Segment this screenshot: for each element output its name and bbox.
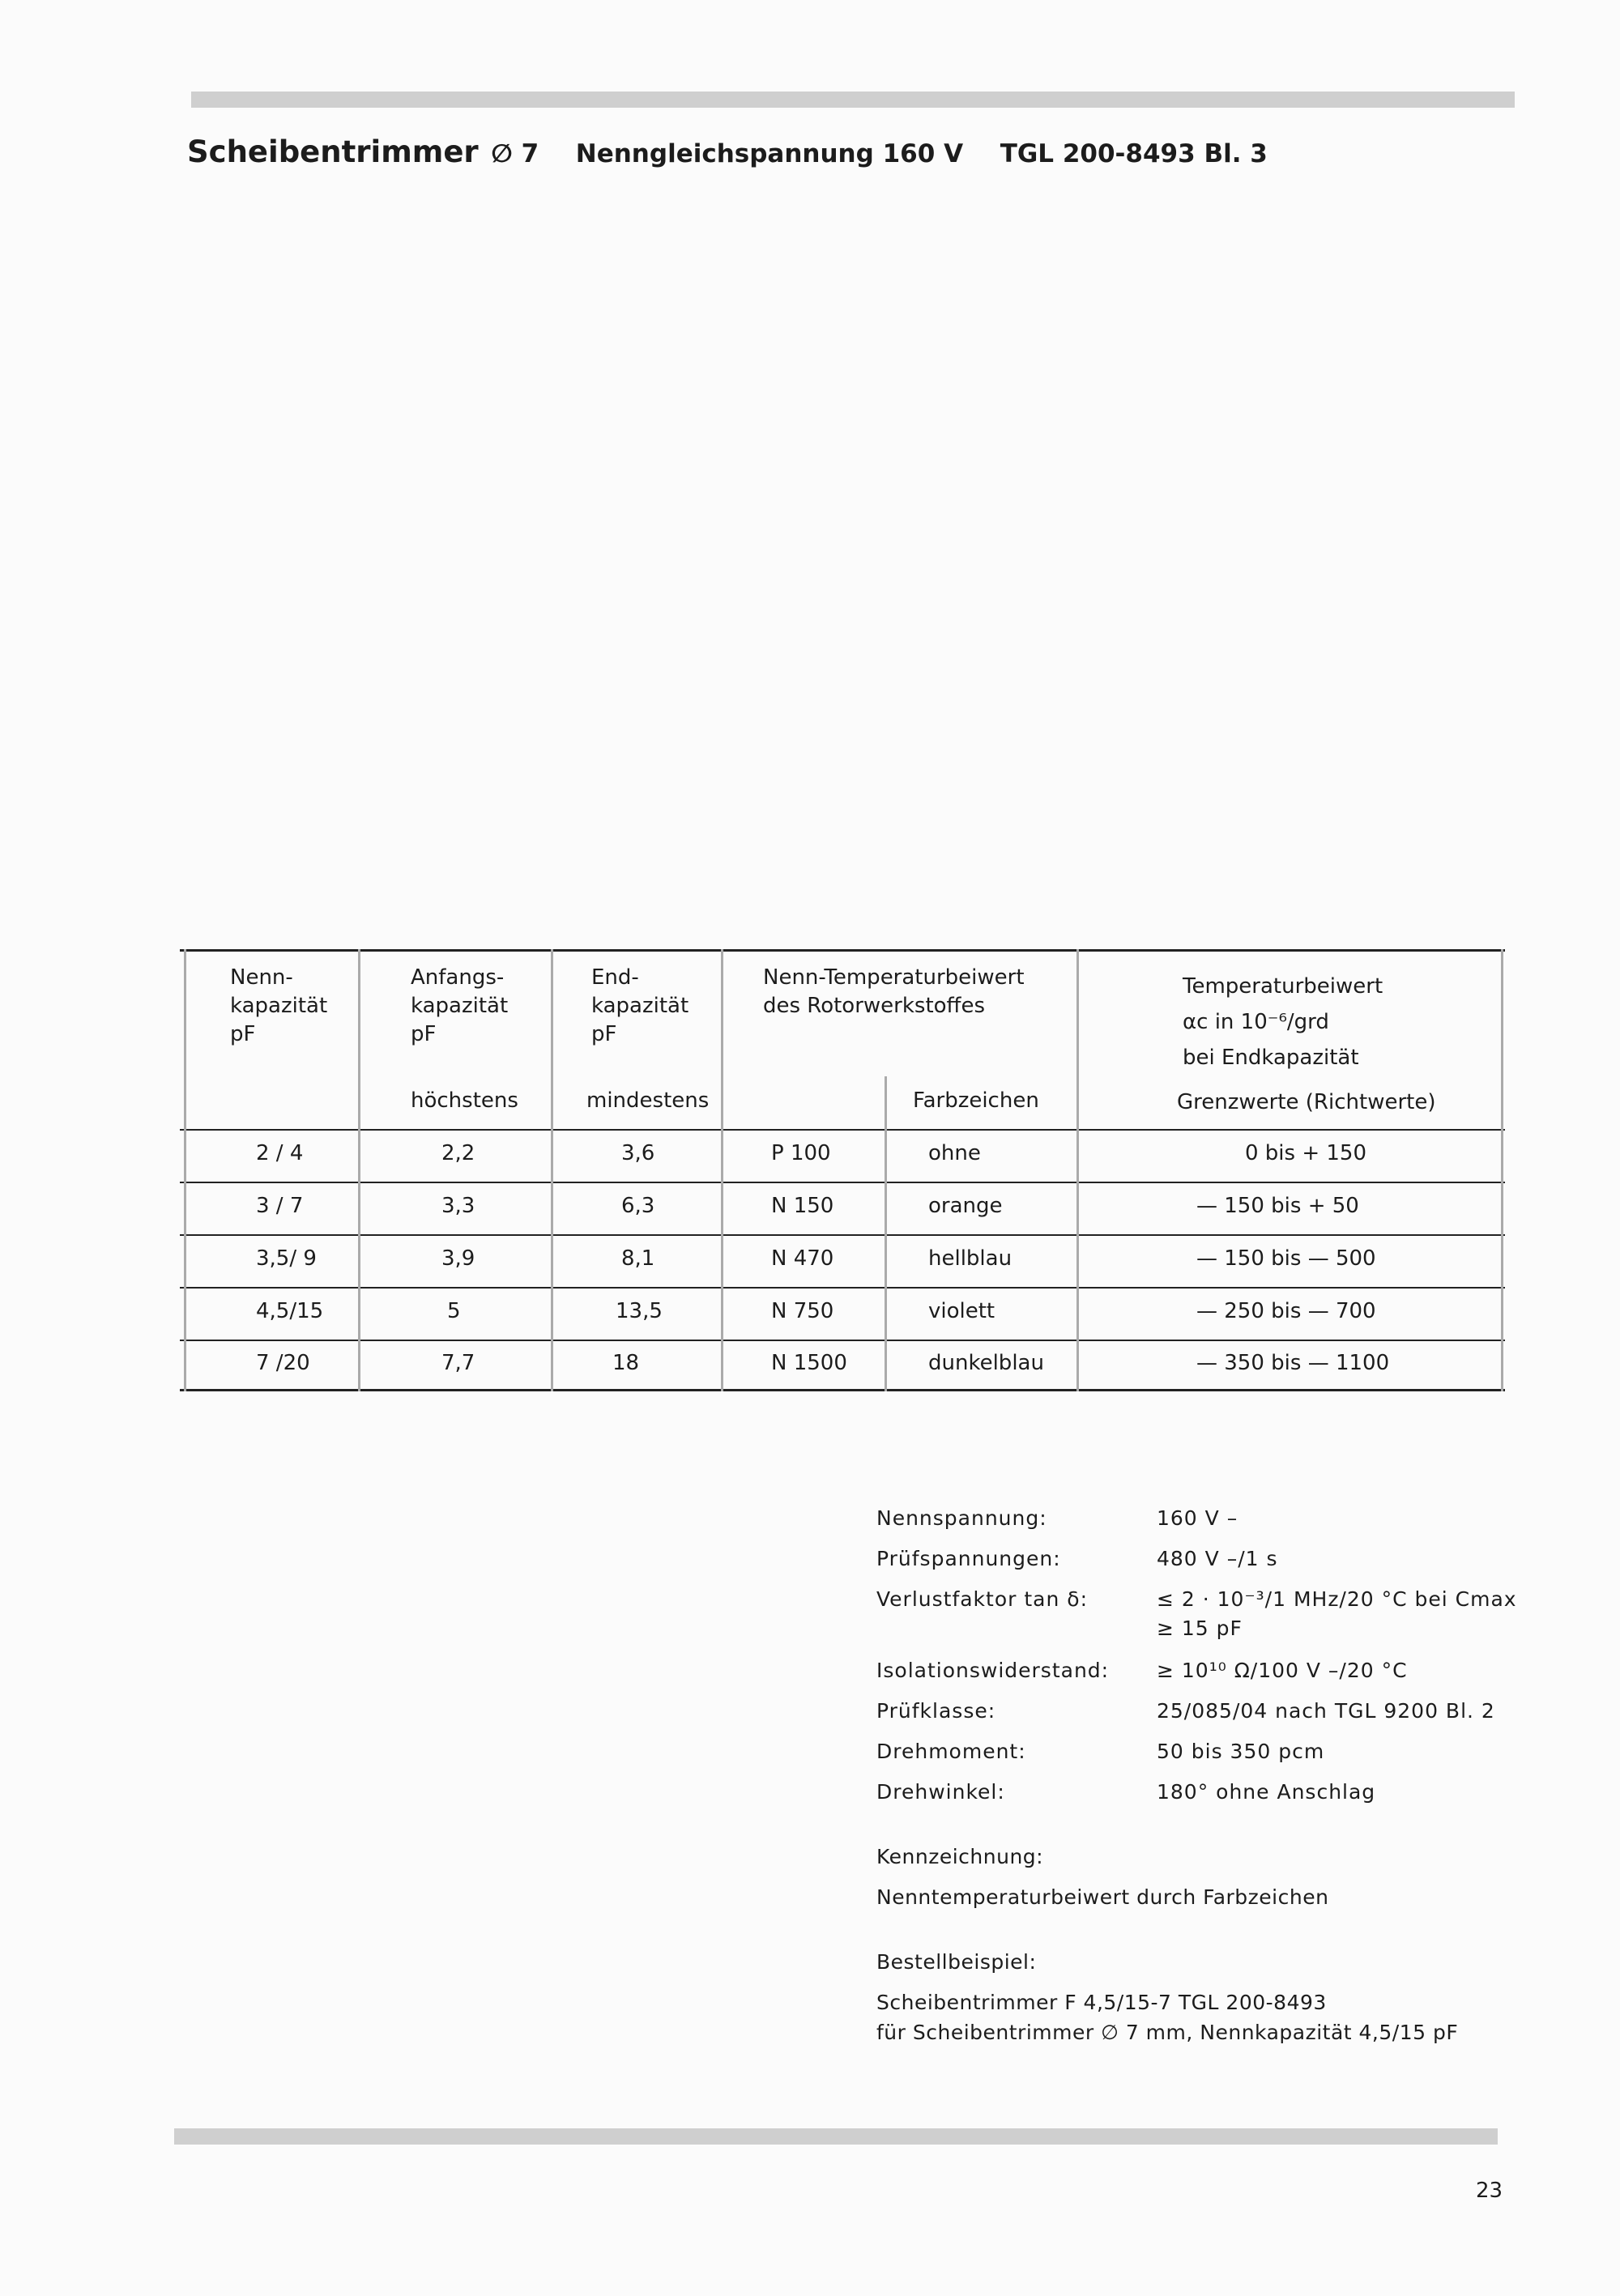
head-line: Nenn-Temperaturbeiwert (763, 965, 1025, 990)
head-line: kapazität (230, 994, 328, 1018)
cell-code: N 470 (771, 1246, 834, 1271)
head-farbzeichen: Farbzeichen (913, 1088, 1039, 1113)
head-line: des Rotorwerkstoffes (763, 994, 986, 1018)
row-rule (180, 1234, 1505, 1236)
head-endkapazitaet (591, 964, 688, 1049)
cell-anfangskapazitaet: 3,3 (441, 1194, 475, 1218)
header-voltage: Nenngleichspannung 160 V (575, 139, 964, 168)
column-rule (358, 949, 360, 1391)
column-rule (1501, 949, 1503, 1391)
cell-grenzwerte: — 150 bis — 500 (1196, 1246, 1376, 1271)
marking-label: Kennzeichnung: (876, 1845, 1044, 1868)
order-line-2: für Scheibentrimmer ∅ 7 mm, Nennkapazität 4,5/15 pF (876, 2021, 1459, 2044)
cell-nennkapazitaet: 2 / 4 (256, 1141, 304, 1165)
column-rule (551, 949, 553, 1391)
cell-code: N 150 (771, 1194, 834, 1218)
spec-label-drehwinkel: Drehwinkel: (876, 1780, 1005, 1804)
cell-farbzeichen: ohne (928, 1141, 981, 1165)
cell-farbzeichen: violett (928, 1299, 995, 1323)
cell-grenzwerte: 0 bis + 150 (1245, 1141, 1367, 1165)
head-temperaturbeiwert (1183, 969, 1383, 1076)
capacity-table (180, 949, 1505, 1391)
spec-value-isolationswiderstand: ≥ 10¹⁰ Ω/100 V –/20 °C (1157, 1659, 1408, 1682)
head-line: Anfangs- (411, 965, 505, 990)
cell-anfangskapazitaet: 5 (447, 1299, 461, 1323)
spec-label-pruefspannungen: Prüfspannungen: (876, 1547, 1061, 1570)
cell-endkapazitaet: 8,1 (621, 1246, 655, 1271)
cell-nennkapazitaet: 4,5/15 (256, 1299, 324, 1323)
head-hoechstens: höchstens (411, 1088, 518, 1113)
head-line: bei Endkapazität (1183, 1046, 1359, 1070)
spec-label-nennspannung: Nennspannung: (876, 1506, 1047, 1530)
cell-endkapazitaet: 3,6 (621, 1141, 655, 1165)
page-header (187, 134, 1268, 169)
marking-text: Nenntemperaturbeiwert durch Farbzeichen (876, 1885, 1329, 1909)
spec-value-drehwinkel: 180° ohne Anschlag (1157, 1780, 1376, 1804)
cell-farbzeichen: orange (928, 1194, 1003, 1218)
cell-anfangskapazitaet: 7,7 (441, 1351, 475, 1375)
table-bottom-rule (180, 1389, 1505, 1391)
head-line: End- (591, 965, 639, 990)
row-rule (180, 1340, 1505, 1341)
head-line: pF (591, 1022, 617, 1046)
head-grenzwerte: Grenzwerte (Richtwerte) (1177, 1090, 1436, 1114)
cell-farbzeichen: hellblau (928, 1246, 1013, 1271)
cell-nennkapazitaet: 3,5/ 9 (256, 1246, 317, 1271)
head-anfangskapazitaet (411, 964, 508, 1049)
bottom-rule (174, 2128, 1498, 2145)
column-rule (885, 1076, 887, 1391)
order-line-1: Scheibentrimmer F 4,5/15-7 TGL 200-8493 (876, 1991, 1327, 2014)
cell-code: N 750 (771, 1299, 834, 1323)
cell-grenzwerte: — 250 bis — 700 (1196, 1299, 1376, 1323)
spec-label-pruefklasse: Prüfklasse: (876, 1699, 996, 1723)
head-line: αc in 10⁻⁶/grd (1183, 1010, 1329, 1034)
column-rule (721, 949, 723, 1391)
top-rule (191, 92, 1515, 108)
table-top-rule (180, 949, 1505, 952)
page-number: 23 (1476, 2179, 1503, 2203)
cell-code: N 1500 (771, 1351, 847, 1375)
head-mindestens: mindestens (586, 1088, 710, 1113)
cell-farbzeichen: dunkelblau (928, 1351, 1044, 1375)
column-rule (184, 949, 186, 1391)
header-title: Scheibentrimmer (187, 134, 479, 169)
spec-value-verlustfaktor: ≤ 2 · 10⁻³/1 MHz/20 °C bei Cmax (1157, 1587, 1517, 1611)
head-line: kapazität (591, 994, 689, 1018)
head-line: Nenn- (230, 965, 293, 990)
spec-value-nennspannung: 160 V – (1157, 1506, 1238, 1530)
spec-value-verlustfaktor-2: ≥ 15 pF (1157, 1617, 1243, 1640)
header-bottom-rule (180, 1129, 1505, 1131)
spec-label-verlustfaktor: Verlustfaktor tan δ: (876, 1587, 1088, 1611)
cell-grenzwerte: — 350 bis — 1100 (1196, 1351, 1390, 1375)
column-rule (1076, 949, 1079, 1391)
row-rule (180, 1182, 1505, 1183)
order-label: Bestellbeispiel: (876, 1950, 1037, 1974)
head-line: pF (411, 1022, 437, 1046)
head-nenn-temperaturbeiwert (763, 964, 1025, 1020)
head-line: Temperaturbeiwert (1183, 974, 1383, 999)
row-rule (180, 1287, 1505, 1289)
spec-label-drehmoment: Drehmoment: (876, 1740, 1026, 1763)
cell-grenzwerte: — 150 bis + 50 (1196, 1194, 1359, 1218)
cell-anfangskapazitaet: 2,2 (441, 1141, 475, 1165)
head-nennkapazitaet (230, 964, 327, 1049)
cell-nennkapazitaet: 7 /20 (256, 1351, 310, 1375)
head-line: pF (230, 1022, 256, 1046)
cell-nennkapazitaet: 3 / 7 (256, 1194, 304, 1218)
cell-endkapazitaet: 13,5 (616, 1299, 663, 1323)
spec-label-isolationswiderstand: Isolationswiderstand: (876, 1659, 1110, 1682)
spec-value-pruefspannungen: 480 V –/1 s (1157, 1547, 1278, 1570)
head-line: kapazität (411, 994, 509, 1018)
cell-endkapazitaet: 6,3 (621, 1194, 655, 1218)
cell-anfangskapazitaet: 3,9 (441, 1246, 475, 1271)
spec-value-pruefklasse: 25/085/04 nach TGL 9200 Bl. 2 (1157, 1699, 1495, 1723)
spec-value-drehmoment: 50 bis 350 pcm (1157, 1740, 1325, 1763)
cell-code: P 100 (771, 1141, 831, 1165)
cell-endkapazitaet: 18 (612, 1351, 640, 1375)
header-standard: TGL 200-8493 Bl. 3 (1000, 139, 1268, 168)
header-diameter: ∅ 7 (491, 139, 539, 168)
